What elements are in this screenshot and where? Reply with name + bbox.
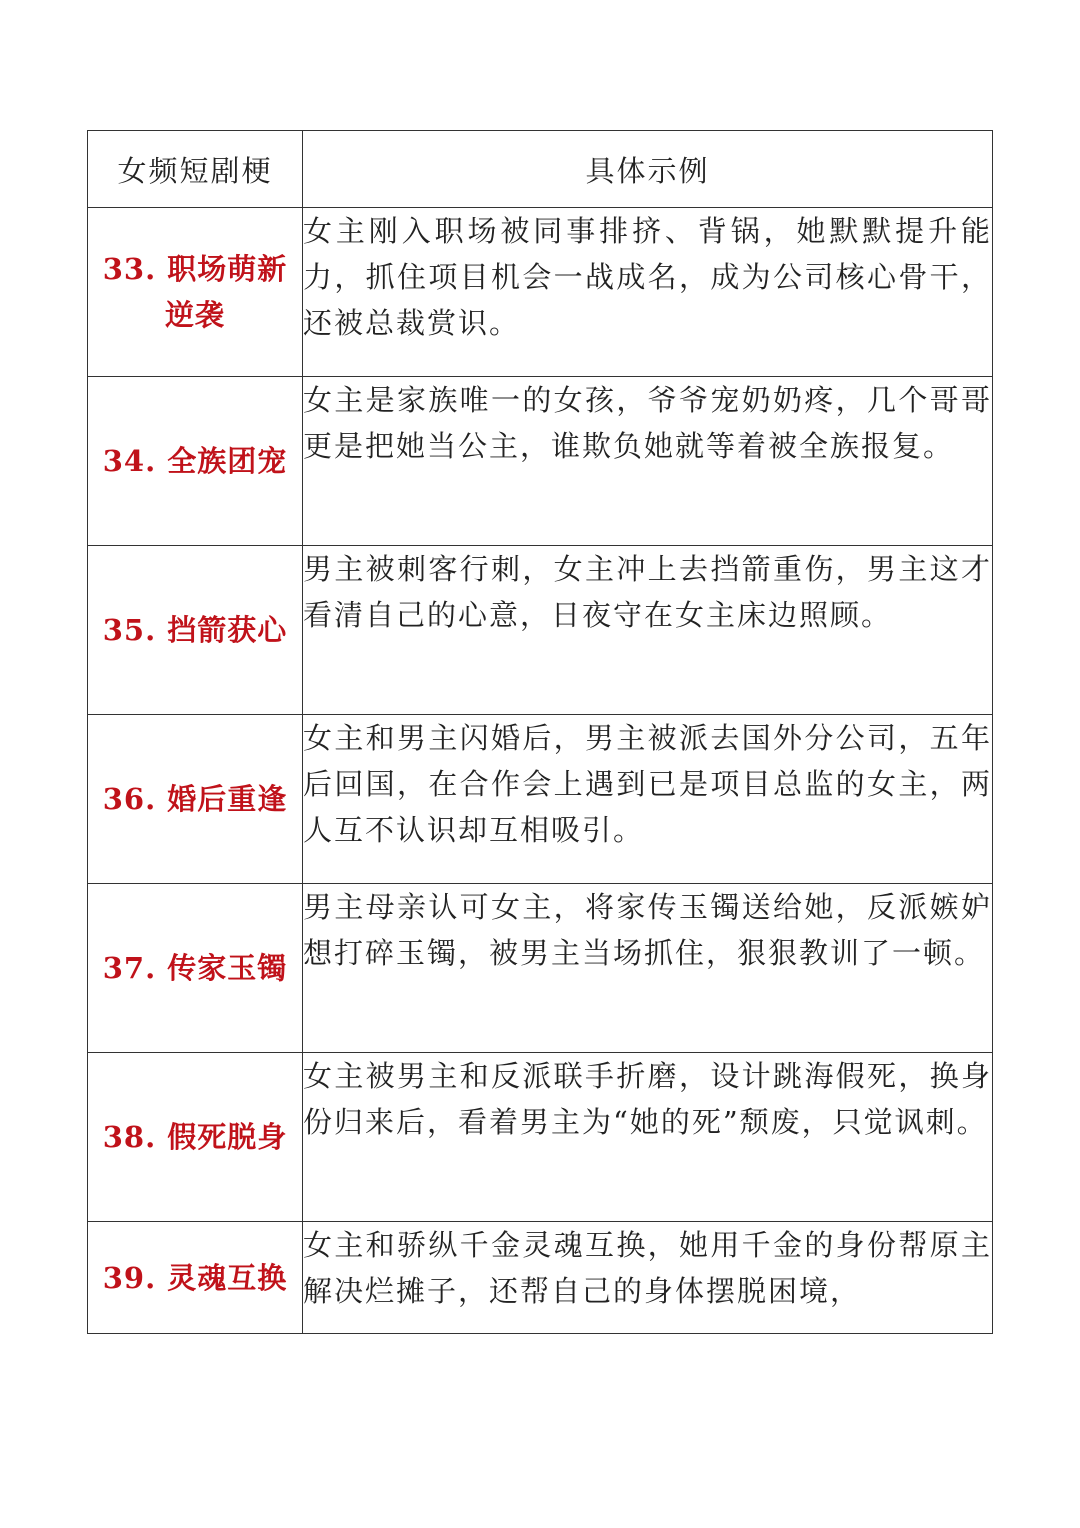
trope-name: 35. 挡箭获心	[88, 546, 303, 715]
trope-name: 34. 全族团宠	[88, 377, 303, 546]
table-row	[88, 1053, 993, 1222]
trope-example: 女主和男主闪婚后，男主被派去国外分公司，五年后回国，在合作会上遇到已是项目总监的女主，两人互不认识却互相吸引。	[303, 715, 993, 884]
trope-example: 女主刚入职场被同事排挤、背锅，她默默提升能力，抓住项目机会一战成名，成为公司核心骨干，还被总裁赏识。	[303, 208, 993, 377]
trope-name: 36. 婚后重逢	[88, 715, 303, 884]
trope-example: 男主母亲认可女主，将家传玉镯送给她，反派嫉妒想打碎玉镯，被男主当场抓住，狠狠教训了一顿。	[303, 884, 993, 1053]
trope-table	[87, 130, 993, 1334]
table-row	[88, 377, 993, 546]
header-trope: 女频短剧梗	[88, 131, 303, 208]
table-row	[88, 546, 993, 715]
header-example: 具体示例	[303, 131, 993, 208]
trope-example: 男主被刺客行刺，女主冲上去挡箭重伤，男主这才看清自己的心意，日夜守在女主床边照顾。	[303, 546, 993, 715]
table-row	[88, 884, 993, 1053]
trope-name: 37. 传家玉镯	[88, 884, 303, 1053]
trope-example: 女主和骄纵千金灵魂互换，她用千金的身份帮原主解决烂摊子，还帮自己的身体摆脱困境，	[303, 1222, 993, 1334]
table-row	[88, 715, 993, 884]
trope-name: 39. 灵魂互换	[88, 1222, 303, 1334]
table-row	[88, 208, 993, 377]
table-row	[88, 1222, 993, 1334]
trope-name: 33. 职场萌新逆袭	[88, 208, 303, 377]
trope-example: 女主是家族唯一的女孩，爷爷宠奶奶疼，几个哥哥更是把她当公主，谁欺负她就等着被全族报复。	[303, 377, 993, 546]
trope-example: 女主被男主和反派联手折磨，设计跳海假死，换身份归来后，看着男主为“她的死”颓废，只觉讽刺。	[303, 1053, 993, 1222]
table-header-row	[88, 131, 993, 208]
trope-name: 38. 假死脱身	[88, 1053, 303, 1222]
